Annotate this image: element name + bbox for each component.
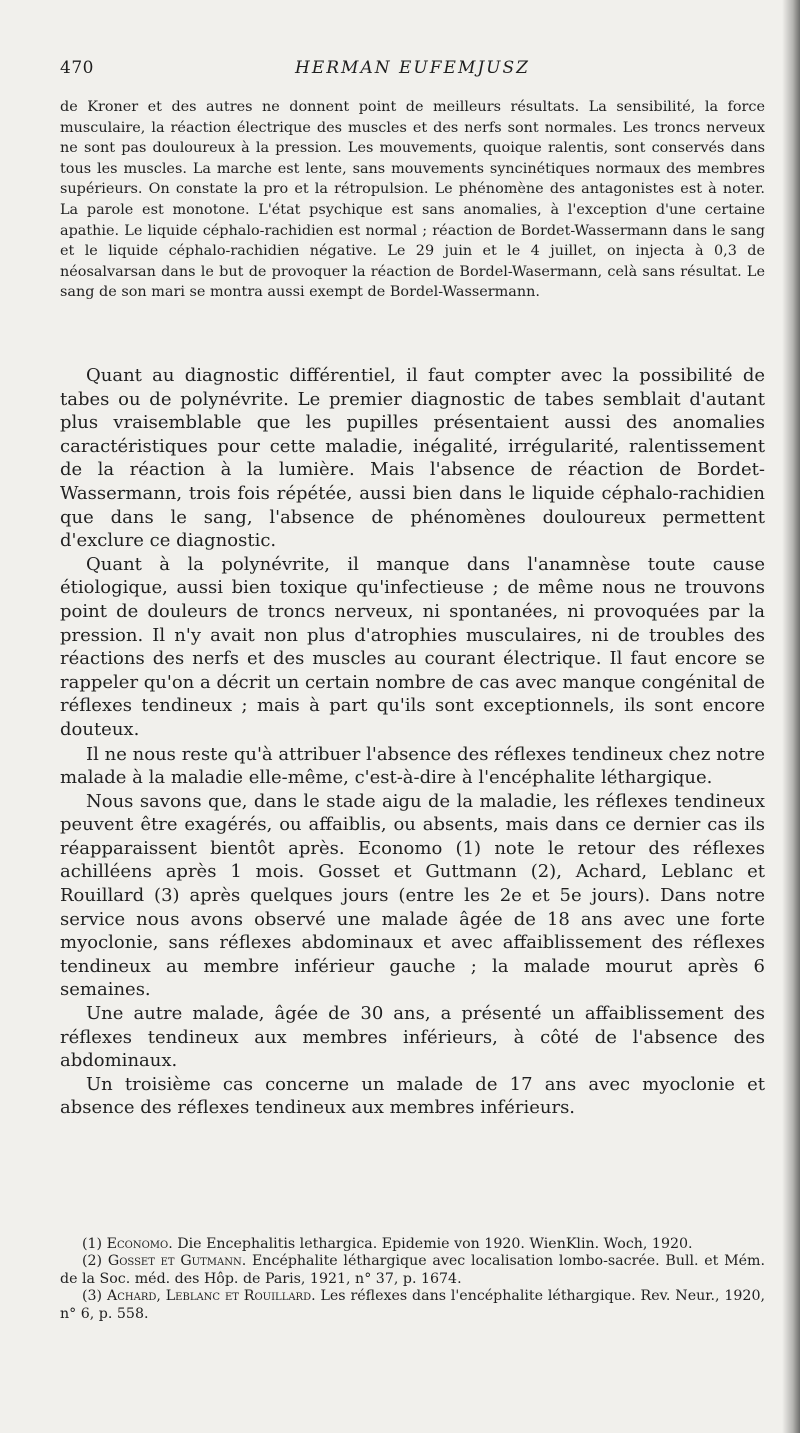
running-title: HERMAN EUFEMJUSZ — [295, 58, 530, 78]
footnote-author: Achard, Leblanc et Rouillard. — [106, 1288, 316, 1305]
footnote-number: (3) — [82, 1288, 103, 1305]
case-report-text: de Kroner et des autres ne donnent point de meilleurs résultats. La sensibilité, la force musculaire, la réaction électrique des muscles et des nerfs sont normales. Les troncs nerveux ne sont pas douloureux à la pression. Les mouvements, quoique ralentis, sont conservés dans tous les muscles. La marche est lente, sans mouvements syncinétiques normaux des membres supérieurs. On constate la pro et la rétropulsion. Le phénomène des antagonistes est à noter. La parole est monotone. L'état psychique est sans anomalies, à l'exception d'une certaine apathie. Le liquide céphalo-rachidien est normal ; réaction de Bordet-Wassermann dans le sang et le liquide céphalo-rachidien négative. Le 29 juin et le 4 juillet, on injecta à 0,3 de néosalvarsan dans le but de provoquer la réaction de Bordel-Wasermann, celà sans résultat. Le sang de son mari se montra aussi exempt de Bordel-Wassermann. — [60, 99, 765, 301]
main-text — [60, 364, 765, 1120]
footnote-text: Die Encephalitis lethargica. Epidemie von 1920. WienKlin. Woch, 1920. — [177, 1236, 693, 1252]
paragraph: Une autre malade, âgée de 30 ans, a présenté un affaiblissement des réflexes tendineux aux membres inférieurs, à côté de l'absence des abdominaux. — [60, 1003, 765, 1072]
paragraph: Il ne nous reste qu'à attribuer l'absence des réflexes tendineux chez notre malade à la maladie elle-même, c'est-à-dire à l'encéphalite léthargique. — [60, 743, 765, 789]
footnote-text: Les réflexes dans l'encéphalite léthargique. Rev. Neur., 1920, n° 6, p. 558. — [60, 1288, 765, 1322]
book-spine-shadow — [782, 0, 800, 1433]
footnotes — [60, 1236, 765, 1323]
footnote-text: Encéphalite léthargique avec localisation lombo-sacrée. Bull. et Mém. de la Soc. méd. des Hôp. de Paris, 1921, n° 37, p. 1674. — [60, 1253, 766, 1287]
page-header — [60, 58, 765, 82]
footnote — [60, 1253, 765, 1288]
paragraph: Un troisième cas concerne un malade de 17 ans avec myoclonie et absence des réflexes tendineux aux membres inférieurs. — [60, 1073, 765, 1119]
footnote-number: (2) — [82, 1253, 103, 1270]
paragraph: Quant au diagnostic différentiel, il faut compter avec la possibilité de tabes ou de polynévrite. Le premier diagnostic de tabes semblait d'autant plus vraisemblable que les pupilles présentaient aussi des anomalies caractéristiques pour cette maladie, inégalité, irrégularité, ralentissement de la réaction à la lumière. Mais l'absence de réaction de Bordet-Wassermann, trois fois répétée, aussi bien dans le liquide céphalo-rachidien que dans le sang, l'absence de phénomènes douloureux permettent d'exclure ce diagnostic. — [60, 365, 765, 552]
footnote-author: Gosset et Gutmann. — [107, 1253, 247, 1270]
page-number: 470 — [60, 58, 94, 78]
paragraph: Nous savons que, dans le stade aigu de la maladie, les réflexes tendineux peuvent être exagérés, ou affaiblis, ou absents, mais dans ce dernier cas ils réapparaissent bientôt après. Economo (1) note le retour des réflexes achilléens après 1 mois. Gosset et Guttmann (2), Achard, Leblanc et Rouillard (3) après quelques jours (entre les 2e et 5e jours). Dans notre service nous avons observé une malade âgée de 18 ans avec une forte myoclonie, sans réflexes abdominaux et avec affaiblissement des réflexes tendineux au membre inférieur gauche ; la malade mourut après 6 semaines. — [60, 790, 765, 1001]
paragraph: Quant à la polynévrite, il manque dans l'anamnèse toute cause étiologique, aussi bien toxique qu'infectieuse ; de même nous ne trouvons point de douleurs de troncs nerveux, ni spontanées, ni provoquées par la pression. Il n'y avait non plus d'atrophies musculaires, ni de troubles des réactions des nerfs et des muscles au courant électrique. Il faut encore se rappeler qu'on a décrit un certain nombre de cas avec manque congénital de réflexes tendineux ; mais à part qu'ils sont exceptionnels, ils sont encore douteux. — [60, 553, 765, 740]
case-report-block — [60, 97, 765, 303]
footnote-number: (1) — [82, 1236, 103, 1252]
footnote-author: Economo. — [106, 1236, 173, 1252]
footnote — [60, 1288, 765, 1323]
footnote — [60, 1236, 765, 1253]
